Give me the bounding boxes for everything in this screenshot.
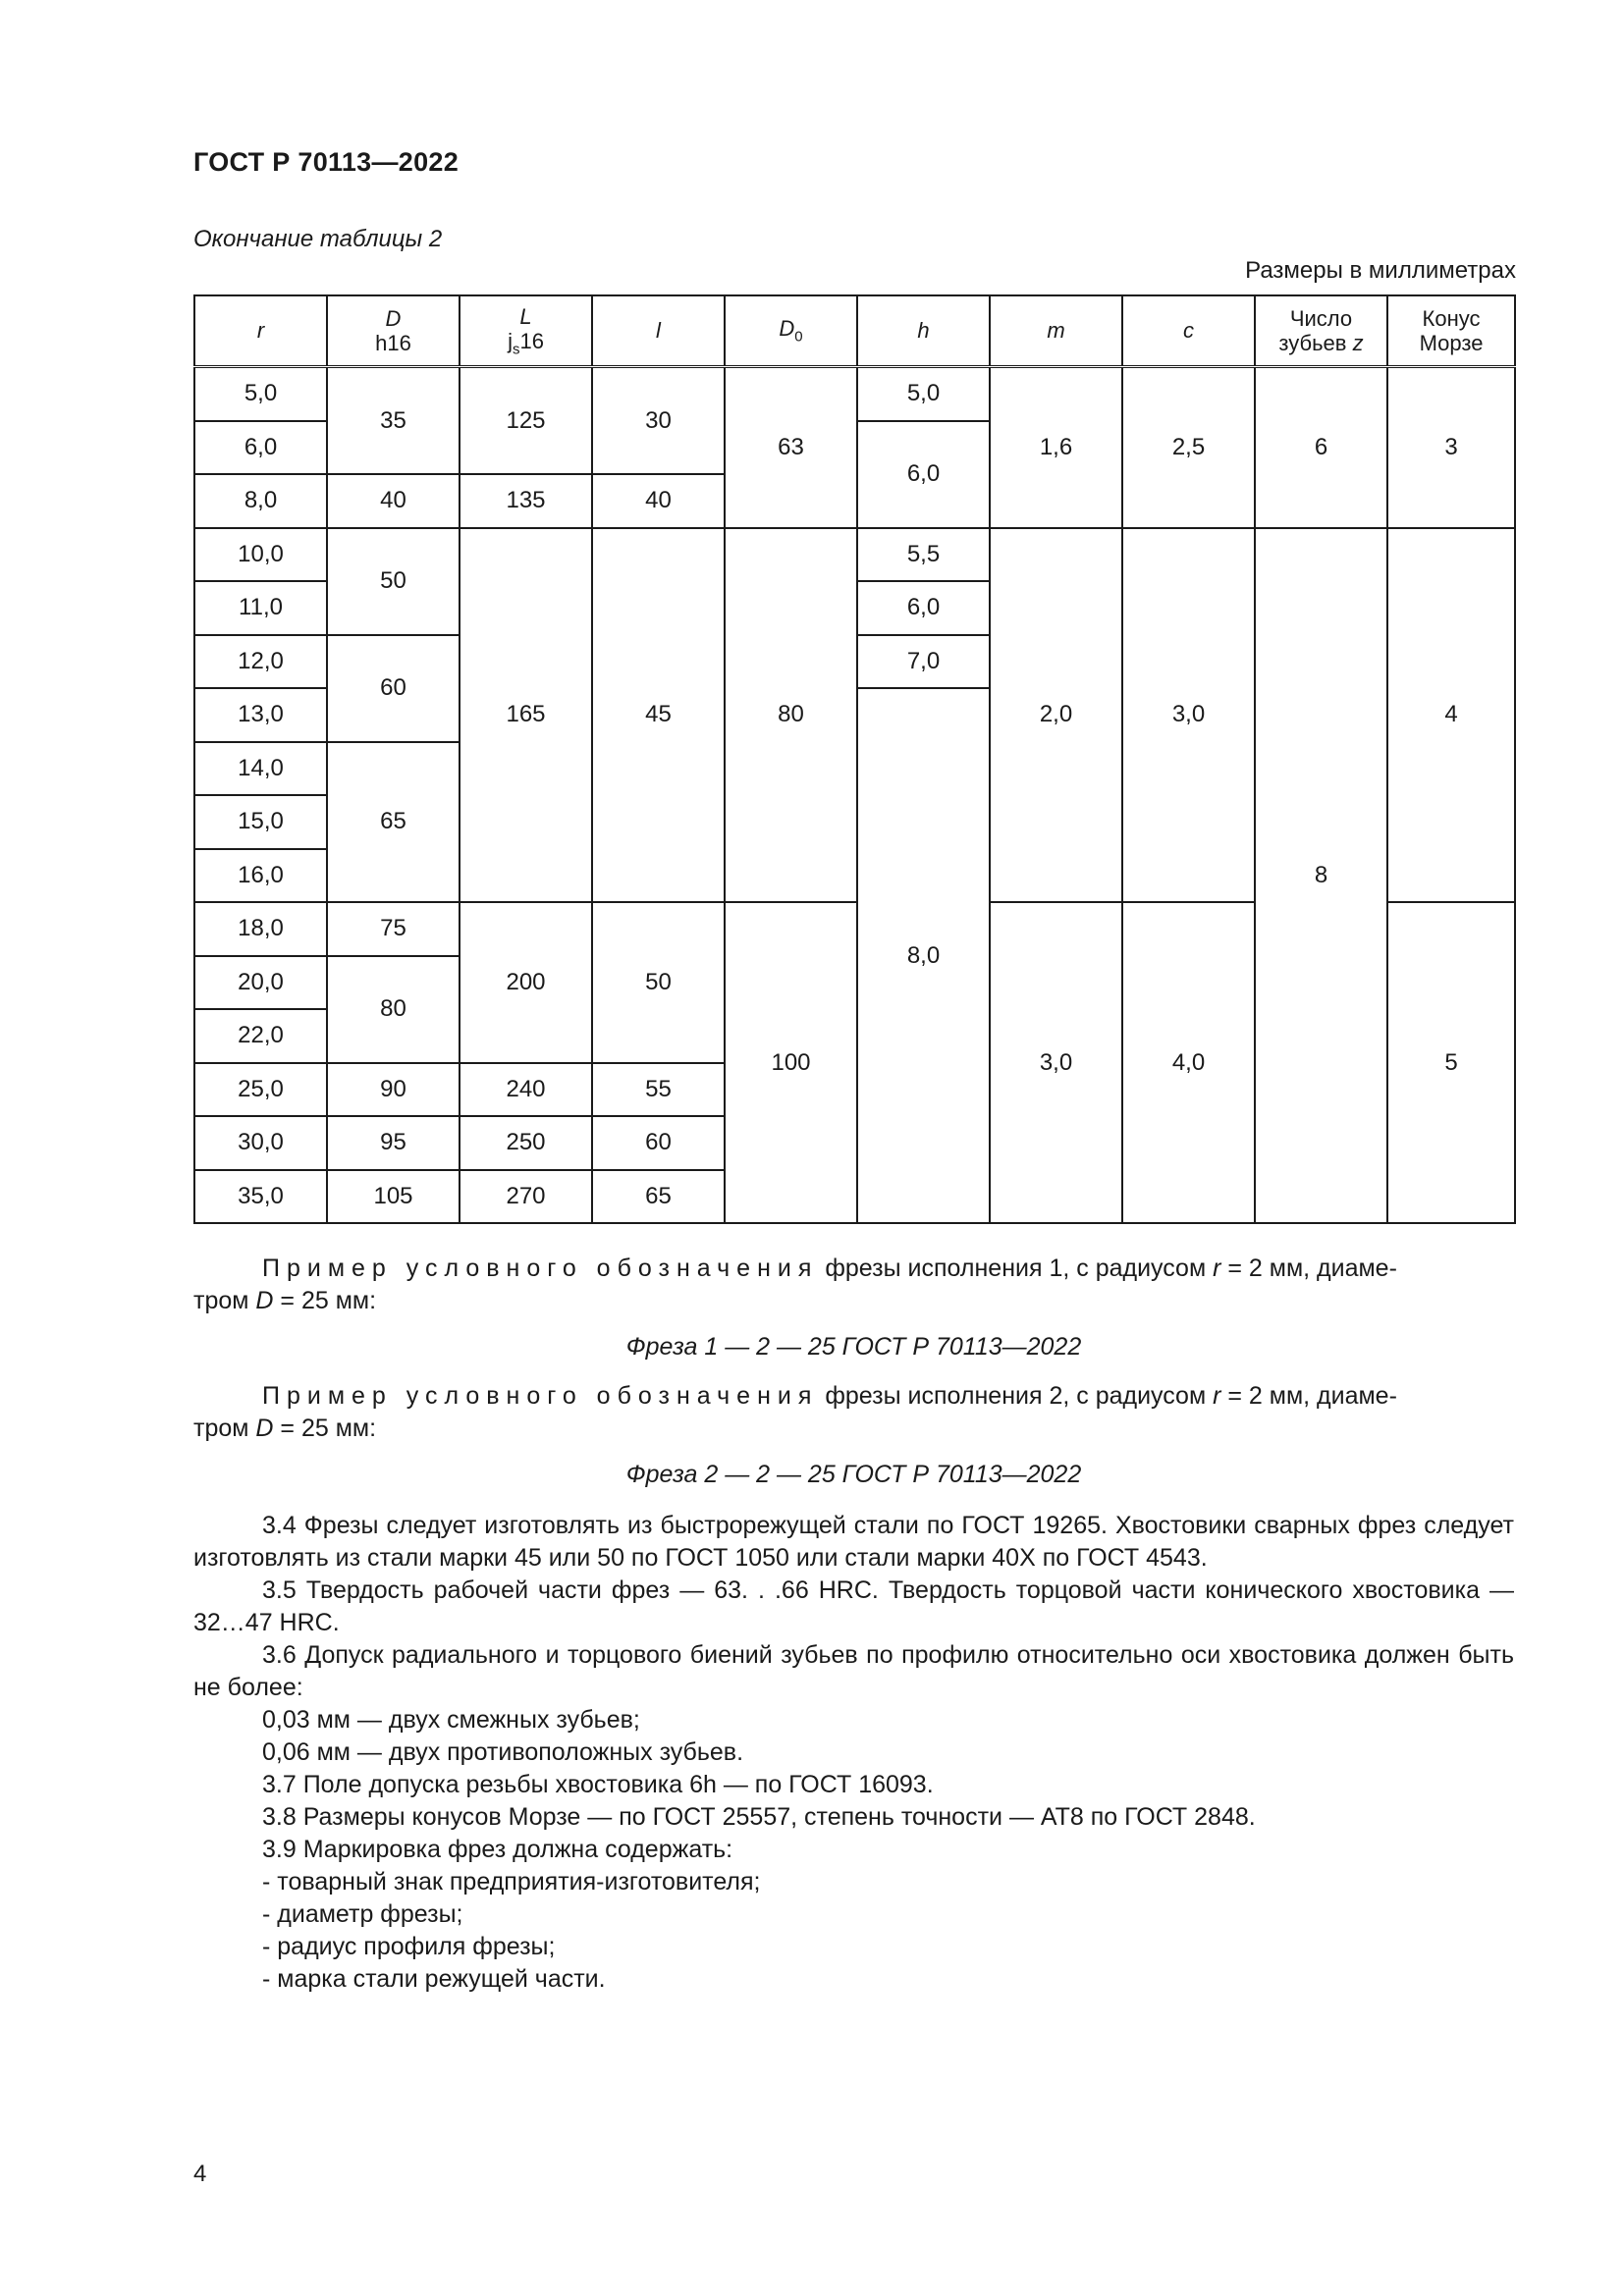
cell-r: 22,0 — [194, 1009, 327, 1063]
cell-r: 25,0 — [194, 1063, 327, 1117]
cell-l: 40 — [592, 474, 725, 528]
header-l: l — [592, 295, 725, 367]
example-1-text-cont: тром D = 25 мм: — [193, 1287, 377, 1314]
cell-h: 6,0 — [857, 421, 990, 528]
cell-r: 20,0 — [194, 956, 327, 1010]
cell-D: 65 — [327, 742, 460, 903]
cell-teeth: 6 — [1255, 367, 1387, 528]
marking-item: - диаметр фрезы; — [262, 1900, 463, 1928]
cell-m: 3,0 — [990, 902, 1122, 1223]
cell-D: 75 — [327, 902, 460, 956]
cell-r: 5,0 — [194, 367, 327, 421]
header-D: D h16 — [327, 295, 460, 367]
cell-r: 14,0 — [194, 742, 327, 796]
cell-D: 95 — [327, 1116, 460, 1170]
cell-r: 18,0 — [194, 902, 327, 956]
table-units-note: Размеры в миллиметрах — [1245, 257, 1516, 284]
standard-designation: ГОСТ Р 70113—2022 — [193, 147, 460, 177]
cell-L: 165 — [460, 528, 592, 903]
cell-r: 13,0 — [194, 688, 327, 742]
cell-r: 15,0 — [194, 795, 327, 849]
table-row — [194, 528, 1515, 582]
clause-3-9: 3.9 Маркировка фрез должна содержать: — [262, 1836, 733, 1863]
cell-morse: 4 — [1387, 528, 1515, 903]
header-h: h — [857, 295, 990, 367]
cell-r: 35,0 — [194, 1170, 327, 1224]
cell-L: 135 — [460, 474, 592, 528]
cell-l: 60 — [592, 1116, 725, 1170]
cell-h: 7,0 — [857, 635, 990, 689]
cell-D: 35 — [327, 367, 460, 475]
cell-r: 10,0 — [194, 528, 327, 582]
example-2-text-cont: тром D = 25 мм: — [193, 1415, 377, 1442]
example-2-designation: Фреза 2 — 2 — 25 ГОСТ Р 70113—2022 — [625, 1461, 1082, 1488]
clause-3-5: 3.5 Твердость рабочей части фрез — 63. . .66 HRC. Твердость торцовой части конического хвостовика — 32…47 HRC. — [193, 1576, 1514, 1636]
clause-3-6-item-1: 0,03 мм — двух смежных зубьев; — [262, 1706, 640, 1734]
header-c: c — [1122, 295, 1255, 367]
example-1-text: Пример условного обозначения фрезы исполнения 1, с радиусом r = 2 мм, диаме- — [262, 1255, 1397, 1282]
marking-item: - марка стали режущей части. — [262, 1965, 606, 1993]
cell-morse: 3 — [1387, 367, 1515, 528]
cell-r: 12,0 — [194, 635, 327, 689]
cell-L: 125 — [460, 367, 592, 475]
cell-c: 4,0 — [1122, 902, 1255, 1223]
marking-item: - товарный знак предприятия-изготовителя; — [262, 1868, 761, 1896]
cell-L: 240 — [460, 1063, 592, 1117]
cell-r: 6,0 — [194, 421, 327, 475]
clause-3-7: 3.7 Поле допуска резьбы хвостовика 6h — по ГОСТ 16093. — [262, 1771, 934, 1798]
cell-l: 50 — [592, 902, 725, 1063]
cell-l: 65 — [592, 1170, 725, 1224]
table-2 — [193, 294, 1516, 1224]
page-number: 4 — [193, 2161, 207, 2187]
table-header-row — [194, 295, 1515, 367]
cell-c: 2,5 — [1122, 367, 1255, 528]
cell-D0: 63 — [725, 367, 857, 528]
cell-h: 6,0 — [857, 581, 990, 635]
cell-r: 16,0 — [194, 849, 327, 903]
cell-D: 80 — [327, 956, 460, 1063]
clause-3-4: 3.4 Фрезы следует изготовлять из быстрорежущей стали по ГОСТ 19265. Хвостовики сварных фрез следует изготовлять из стали марки 45 или 50 по ГОСТ 1050 или стали марки 40Х по ГОСТ 4543. — [193, 1512, 1514, 1572]
cell-D: 90 — [327, 1063, 460, 1117]
example-2-text: Пример условного обозначения фрезы исполнения 2, с радиусом r = 2 мм, диаме- — [262, 1382, 1397, 1410]
cell-r: 30,0 — [194, 1116, 327, 1170]
cell-D: 40 — [327, 474, 460, 528]
header-L: L $j_s16$ — [460, 295, 592, 367]
cell-l: 55 — [592, 1063, 725, 1117]
cell-m: 1,6 — [990, 367, 1122, 528]
cell-L: 270 — [460, 1170, 592, 1224]
header-teeth-number: Число зубьев z — [1255, 295, 1387, 367]
table-row — [194, 367, 1515, 421]
clause-3-8: 3.8 Размеры конусов Морзе — по ГОСТ 25557, степень точности — АТ8 по ГОСТ 2848. — [262, 1803, 1256, 1831]
cell-h: 5,0 — [857, 367, 990, 421]
cell-l: 30 — [592, 367, 725, 475]
cell-morse: 5 — [1387, 902, 1515, 1223]
cell-teeth: 8 — [1255, 528, 1387, 1224]
table-continuation-caption: Окончание таблицы 2 — [193, 226, 443, 252]
cell-r: 11,0 — [194, 581, 327, 635]
header-D0: $D_0$ — [725, 295, 857, 367]
clause-3-6: 3.6 Допуск радиального и торцового биений зубьев по профилю относительно оси хвостовика должен быть не более: — [193, 1641, 1514, 1701]
cell-l: 45 — [592, 528, 725, 903]
cell-D: 50 — [327, 528, 460, 635]
example-1-designation: Фреза 1 — 2 — 25 ГОСТ Р 70113—2022 — [625, 1333, 1082, 1361]
cell-L: 250 — [460, 1116, 592, 1170]
cell-D0: 100 — [725, 902, 857, 1223]
cell-h: 8,0 — [857, 688, 990, 1223]
cell-D: 105 — [327, 1170, 460, 1224]
marking-item: - радиус профиля фрезы; — [262, 1933, 556, 1960]
cell-m: 2,0 — [990, 528, 1122, 903]
cell-h: 5,5 — [857, 528, 990, 582]
cell-c: 3,0 — [1122, 528, 1255, 903]
clause-3-6-item-2: 0,06 мм — двух противоположных зубьев. — [262, 1738, 744, 1766]
cell-D: 60 — [327, 635, 460, 742]
header-r: r — [194, 295, 327, 367]
header-m: m — [990, 295, 1122, 367]
cell-L: 200 — [460, 902, 592, 1063]
cell-D0: 80 — [725, 528, 857, 903]
cell-r: 8,0 — [194, 474, 327, 528]
header-morse-taper: Конус Морзе — [1387, 295, 1515, 367]
